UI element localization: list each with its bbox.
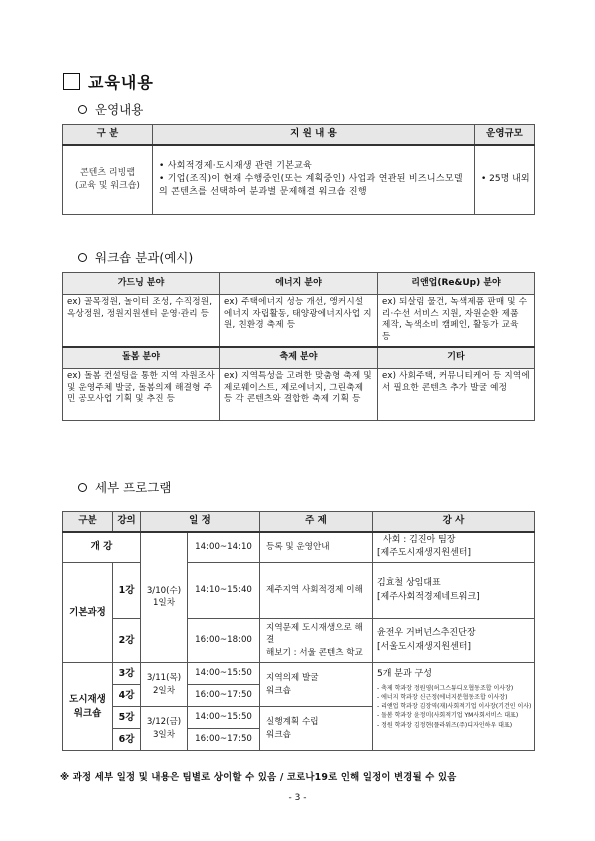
topic-line: 해보기 : 서울 콘텐츠 학교 <box>266 647 363 658</box>
lecturer-cell <box>373 663 535 751</box>
time-cell: 16:00~17:50 <box>188 685 260 707</box>
lecturer-org: [제주도시재생지원센터] <box>377 548 471 559</box>
topic-cell: 등록 및 운영안내 <box>260 532 373 563</box>
section-heading-program <box>78 478 171 496</box>
opening-label: 개 강 <box>63 532 141 563</box>
topic-cell <box>260 619 373 663</box>
time-cell: 14:00~15:50 <box>188 663 260 685</box>
section-heading-text: 워크숍 분과(예시) <box>95 250 194 265</box>
topic-cell: 제주지역 사회적경제 이해 <box>260 563 373 619</box>
day-text: 3일차 <box>152 729 176 740</box>
table-row <box>63 145 535 215</box>
page-title <box>63 70 154 93</box>
time-cell: 14:00~14:10 <box>188 532 260 563</box>
category-line: 콘텐츠 리빙랩 <box>79 167 136 178</box>
section-heading-text: 운영내용 <box>95 102 144 117</box>
group-desc-row <box>63 295 535 347</box>
table-header-row <box>63 512 535 532</box>
session-number: 2강 <box>113 619 141 663</box>
group-desc: ex) 되살림 물건, 녹색제품 판매 및 수리·수선 서비스 지원, 자원순환 제품 제작, 녹색소비 캠페인, 활동가 교육 등 <box>378 295 535 347</box>
session-number: 3강 <box>113 663 141 685</box>
header-cell: 강의 <box>113 512 141 532</box>
session-number: 6강 <box>113 729 141 751</box>
topic-line: 워크숍 <box>266 729 291 740</box>
table-row <box>63 532 535 563</box>
day1-date-cell <box>141 532 188 663</box>
section-heading-workshop <box>78 248 193 266</box>
topic-line: 실행계획 수립 <box>266 717 319 728</box>
workshop-groups-table <box>62 272 535 421</box>
group-desc: ex) 주택에너지 성능 개선, 앵커시설 에너지 자립활동, 태양광에너지사업 지원, 친환경 축제 등 <box>220 295 378 347</box>
lecturer-title: 5개 분과 구성 <box>377 669 432 679</box>
session-number: 5강 <box>113 707 141 729</box>
lecturer-name: 윤전우 거버넌스추진단장 <box>377 628 476 638</box>
header-cell: 지 원 내 용 <box>153 125 475 145</box>
group-desc: ex) 지역특성을 고려한 맞춤형 축제 및 제로웨이스트, 제로에너지, 그린축제 등 각 콘텐츠와 결합한 축제 기획 등 <box>220 369 378 421</box>
topic-line: 지역의제 발굴 <box>266 673 319 684</box>
topic-cell <box>260 707 373 751</box>
label-line: 워크숍 <box>73 707 102 719</box>
day-text: 1일차 <box>152 598 176 609</box>
day3-date-cell <box>141 707 188 751</box>
session-number: 1강 <box>113 563 141 619</box>
list-item: - 돌봄 학과장 윤정미(사회적기업 YM사회서비스 대표) <box>377 712 519 720</box>
table-row <box>63 563 535 619</box>
lecturer-org: [제주사회적경제네트워크] <box>377 591 480 602</box>
label-line: 도시재생 <box>69 693 106 705</box>
header-cell: 운영규모 <box>475 125 535 145</box>
group-title-row <box>63 273 535 295</box>
time-cell: 14:10~15:40 <box>188 563 260 619</box>
section-heading-operation <box>78 100 143 118</box>
program-table <box>62 511 535 751</box>
header-cell: 구분 <box>63 512 113 532</box>
circle-bullet-icon <box>78 253 87 262</box>
header-cell: 일 정 <box>141 512 260 532</box>
lecturer-cell <box>373 619 535 663</box>
header-cell: 강 사 <box>373 512 535 532</box>
page-title-text: 교육내용 <box>88 73 154 92</box>
group-desc: ex) 사회주택, 커뮤니티케어 등 지역에서 필요한 콘텐츠 추가 발굴 예정 <box>378 369 535 421</box>
group-title: 리앤업(Re&Up) 분야 <box>378 273 535 295</box>
topic-line: 지역문제 도시재생으로 해결 <box>266 622 363 646</box>
content-cell <box>153 145 475 215</box>
footnote: ※ 과정 세부 일정 및 내용은 팀별로 상이할 수 있음 / 코로나19로 인해 일정이 변경될 수 있음 <box>60 772 457 783</box>
group-desc: ex) 돌봄 컨설팅을 통한 지역 자원조사 및 운영주체 발굴, 돌봄의제 해결형 주민 공모사업 기획 및 추진 등 <box>63 369 220 421</box>
circle-bullet-icon <box>78 483 87 492</box>
session-number: 4강 <box>113 685 141 707</box>
lecturer-org: [서울도시재생지원센터] <box>377 641 471 652</box>
list-item: - 에너지 학과장 신근정(에너지분협동조합 이사장) <box>377 693 508 701</box>
list-item: - 정원 학과장 김정현(플라워즈(주)디자인하우 대표) <box>377 721 513 729</box>
group-title: 축제 분야 <box>220 347 378 369</box>
table-row <box>63 663 535 685</box>
topic-line: 워크숍 <box>266 685 291 696</box>
group-title-row <box>63 347 535 369</box>
group-title: 가드닝 분야 <box>63 273 220 295</box>
category-cell <box>63 145 153 215</box>
lecturer-cell <box>373 563 535 619</box>
group-desc: ex) 골목정원, 놀이터 조성, 수직정원, 옥상정원, 정원지원센터 운영·관리 등 <box>63 295 220 347</box>
date-text: 3/11(목) <box>146 673 182 684</box>
time-cell: 14:00~15:50 <box>188 707 260 729</box>
lecturer-cell <box>373 532 535 563</box>
section-heading-text: 세부 프로그램 <box>95 480 172 495</box>
table-header-row <box>63 125 535 145</box>
time-cell: 16:00~18:00 <box>188 619 260 663</box>
list-item: - 축제 학과장 정원영(허그스튜디오협동조합 이사장) <box>377 684 514 692</box>
workshop-label <box>63 663 113 751</box>
day2-date-cell <box>141 663 188 707</box>
lecturer-name: 김효철 상임대표 <box>377 578 441 588</box>
day-text: 2일차 <box>152 685 176 696</box>
circle-bullet-icon <box>78 105 87 114</box>
list-item: - 리앤업 학과장 김장역(재)사회적기업 이사장(기건인 이사) <box>377 703 532 711</box>
operation-table <box>62 124 535 215</box>
scale-cell: • 25명 내외 <box>475 145 535 215</box>
group-title: 에너지 분야 <box>220 273 378 295</box>
date-text: 3/12(금) <box>146 717 182 728</box>
table-row <box>63 619 535 663</box>
page-number: - 3 - <box>288 793 307 803</box>
group-title: 기타 <box>378 347 535 369</box>
lecturer-name: 사회 : 김진아 팀장 <box>383 534 456 545</box>
list-item: • 사회적경제·도시재생 관련 기본교육 <box>159 161 313 172</box>
group-desc-row <box>63 369 535 421</box>
group-title: 돌봄 분야 <box>63 347 220 369</box>
header-cell: 구 분 <box>63 125 153 145</box>
time-cell: 16:00~17:50 <box>188 729 260 751</box>
header-cell: 주 제 <box>260 512 373 532</box>
basic-course-label: 기본과정 <box>63 563 113 663</box>
date-text: 3/10(수) <box>146 585 182 596</box>
list-item: • 기업(조직)이 현재 수행중인(또는 계획중인) 사업과 연관된 비즈니스모델의 콘텐츠를 선택하여 분과별 문제해결 워크숍 진행 <box>159 174 463 198</box>
category-line: (교육 및 워크숍) <box>75 180 140 191</box>
lecturer-list <box>377 684 532 730</box>
topic-cell <box>260 663 373 707</box>
checkbox-square-icon <box>63 73 80 90</box>
